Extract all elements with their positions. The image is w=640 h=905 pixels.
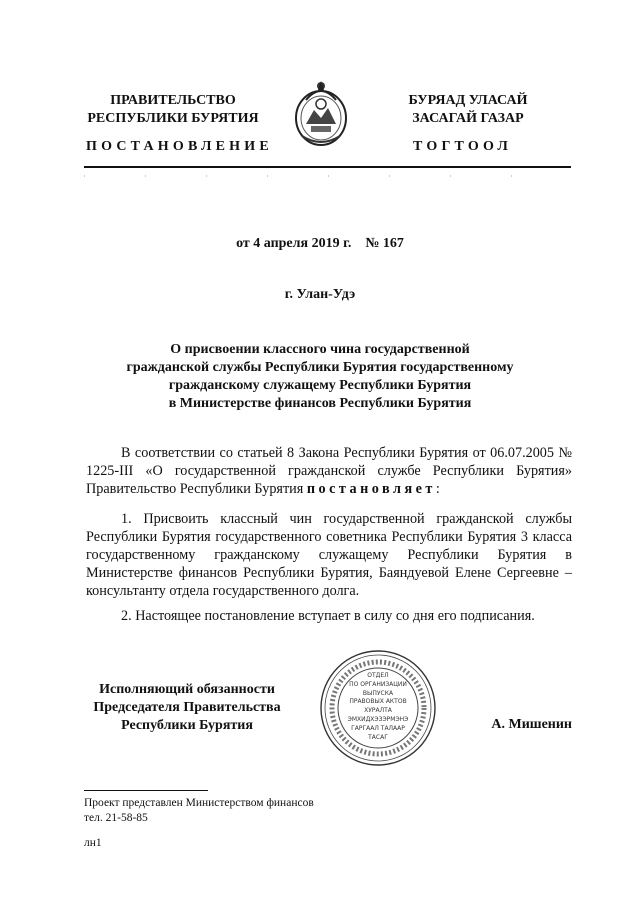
clause-2-paragraph: 2. Настоящее постановление вступает в силу со дня его подписания. xyxy=(121,608,535,624)
clause-1-paragraph: 1. Присвоить классный чин государственной гражданской службы Республики Бурятия государственного советника Республики Бурятия 3 класса государственному гражданскому служащему Республики Бурятия в Министерстве финансов Республики Бурятия, Баяндуевой Елене Сергеевне – консультанту отдела государственного долга. xyxy=(86,511,572,599)
signatory-position: Исполняющий обязанности Председателя Правительства Республики Бурятия xyxy=(93,682,281,733)
footer-note: Проект представлен Министерством финансов тел. 21-58-85 лн1 xyxy=(84,797,314,849)
header-dotted-line xyxy=(84,174,571,178)
org-name-left: ПРАВИТЕЛЬСТВО РЕСПУБЛИКИ БУРЯТИЯ xyxy=(87,93,259,126)
org-name-right: БУРЯАД УЛАСАЙ ЗАСАГАЙ ГАЗАР xyxy=(408,93,528,126)
header-rule xyxy=(84,166,571,168)
coat-of-arms-icon xyxy=(292,78,350,148)
doc-type-right: ТОГТООЛ xyxy=(413,139,513,154)
doc-type-left: ПОСТАНОВЛЕНИЕ xyxy=(86,139,273,154)
preamble-paragraph: В соответствии со статьей 8 Закона Республики Бурятия от 06.07.2005 № 1225-III «О государственной гражданской службе Республики Бурятия» Правительство Республики Бурятия постановляет: xyxy=(86,445,572,497)
signatory-name: А. Мишенин xyxy=(491,717,572,732)
footer-rule xyxy=(84,790,208,791)
official-stamp: ОТДЕЛ ПО ОРГАНИЗАЦИИ ВЫПУСКА ПРАВОВЫХ АКТОВ ХУРАЛТА ЭМХИДХЭЗЭРМЭНЭ ГАРГААЛ ТАЛААР ТАСАГ xyxy=(318,648,438,768)
decree-word: постановляет xyxy=(306,481,436,497)
date-number-line: от 4 апреля 2019 г. № 167 xyxy=(236,236,404,251)
city-line: г. Улан-Удэ xyxy=(284,287,356,302)
document-title: О присвоении классного чина государственной гражданской службы Республики Бурятия государственному гражданскому служащему Республики Бурятия в Министерстве финансов Республики Бурятия xyxy=(126,342,514,411)
